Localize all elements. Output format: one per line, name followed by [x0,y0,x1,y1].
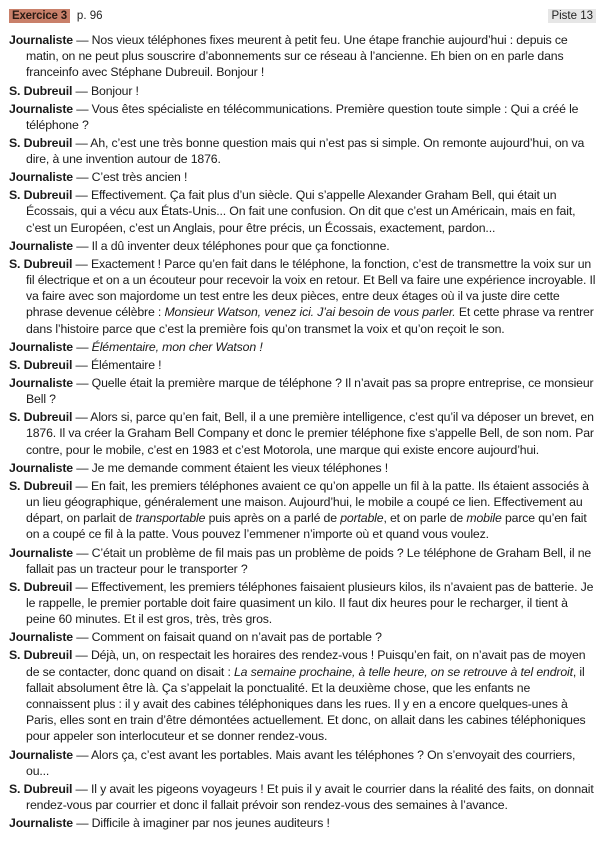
speaker-name: S. Dubreuil [9,648,73,663]
speech-text: Comment on faisait quand on n’avait pas de portable ? [91,630,382,645]
speech-text: Alors ça, c’est avant les portables. Mais avant les téléphones ? On s’envoyait des courriers, ou... [26,747,576,778]
speaker-separator: — [72,648,91,663]
quoted-italic-text: Monsieur Watson, venez ici. J’ai besoin de vous parler. [164,305,456,320]
speaker-name: S. Dubreuil [9,357,73,372]
speaker-name: S. Dubreuil [9,188,73,203]
speech-text: En fait, les premiers téléphones avaient ce qu’on appelle un fil à la patte. Ils étaient associés à un lieu géographique, généralement une maison. Aujourd’hui, le mobile a coupé ce lien. Effectivement au départ, on parlait de [26,478,589,526]
speech-text: Nos vieux téléphones fixes meurent à petit feu. Une étape franchie aujourd’hui : depuis ce matin, on ne peut plus souscrire d’abonnements sur ce réseau à l’ancienne. Eh bien on en parle dans franceinfo avec Stéphane Dubreuil. Bonjour ! [26,33,568,80]
speaker-name: Journaliste [9,545,73,560]
speaker-name: Journaliste [9,238,73,253]
speaker-name: S. Dubreuil [9,135,73,150]
speech-text: Vous êtes spécialiste en télécommunications. Première question toute simple : Qui a créé le téléphone ? [26,101,579,132]
speech-text: Et cette phrase va rentrer dans l’histoire parce que c’est la première fois qu’on transmet la voix et qu’on reçoit le son. [26,305,594,336]
speaker-separator: — [72,579,91,594]
transcript-turn [9,647,596,744]
transcript-turn [9,135,596,167]
speaker-name: Journaliste [9,339,73,354]
speaker-separator: — [72,545,92,560]
quoted-italic-text: La semaine prochaine, à telle heure, on se retrouve à tel endroit [233,664,573,679]
transcript-turn [9,357,596,373]
speaker-name: Journaliste [9,170,73,185]
speaker-name: Journaliste [9,460,73,475]
speaker-separator: — [72,83,91,98]
speech-text: Il a dû inventer deux téléphones pour que ça fonctionne. [91,238,390,253]
speaker-separator: — [72,781,91,796]
speaker-separator: — [72,460,92,475]
speaker-separator: — [72,747,91,762]
speech-text: Il y avait les pigeons voyageurs ! Et puis il y avait le courrier dans la réalité des faits, on donnait rendez-vous par courrier et donc il fallait prévoir son rendez-vous des semaines à l’avance. [26,781,594,813]
transcript-turn [9,629,596,645]
speech-text: , et on parle de [383,511,467,526]
speaker-name: S. Dubreuil [9,579,73,594]
transcript-turn [9,32,596,81]
speaker-name: Journaliste [9,375,73,390]
transcript-turn [9,375,596,407]
transcript-turn [9,815,596,831]
speaker-separator: — [72,478,91,493]
speaker-name: S. Dubreuil [9,83,73,98]
speaker-separator: — [72,816,92,831]
speech-text: Effectivement, les premiers téléphones faisaient plusieurs kilos, ils n’avaient pas de batterie. Je le rappelle, le premier portable doit faire quasiment un kilo. Il faut dix heures pour le recharger, il tient à peine 60 minutes. Et il est gros, très, très gros. [26,579,594,627]
speaker-separator: — [72,238,92,253]
speech-text: Ah, c’est une très bonne question mais qui n’est pas si simple. On remonte aujourd’hui, on va dire, à une invention autour de 1876. [26,135,585,167]
speaker-separator: — [72,630,92,645]
transcript-turn [9,545,596,577]
transcript-turn [9,187,596,236]
speaker-separator: — [72,135,91,150]
speech-text: Exactement ! Parce qu’en fait dans le téléphone, la fonction, c’est de transmettre la voix sur un fil électrique et on a un écouteur pour recevoir la voix en retour. Et Bell va faire une expérience incroyable. Il va faire avec son majordome un test entre les deux pièces, entre deux étages où il va juste dire cette phrase devenue célèbre : [26,256,596,320]
speaker-separator: — [72,188,91,203]
transcript-turn [9,101,596,133]
speaker-name: S. Dubreuil [9,478,73,493]
speech-text: C’était un problème de fil mais pas un problème de poids ? Le téléphone de Graham Bell, il ne fallait pas un tracteur pour le transporter ? [26,545,592,576]
speaker-separator: — [72,357,91,372]
page-reference: p. 96 [76,10,103,22]
transcript-turn [9,339,596,355]
transcript-turn [9,409,596,458]
transcript-turn [9,169,596,185]
transcript-turn [9,460,596,476]
transcript-turn [9,238,596,254]
speaker-separator: — [72,339,92,354]
speech-text: Quelle était la première marque de téléphone ? Il n’avait pas sa propre entreprise, ce monsieur Bell ? [26,375,594,407]
quoted-italic-text: Élémentaire, mon cher Watson ! [91,339,263,354]
speech-text: Difficile à imaginer par nos jeunes auditeurs ! [91,816,330,831]
quoted-italic-text: mobile [466,511,502,526]
transcript [9,32,596,831]
transcript-turn [9,781,596,813]
speaker-separator: — [72,256,91,271]
transcript-turn [9,478,596,543]
speaker-name: S. Dubreuil [9,256,73,271]
speaker-separator: — [72,410,91,425]
speaker-separator: — [72,170,92,185]
speaker-name: Journaliste [9,101,73,116]
speaker-name: S. Dubreuil [9,410,73,425]
exercise-header [9,6,596,26]
speaker-separator: — [72,101,92,116]
transcript-turn [9,579,596,628]
speaker-name: Journaliste [9,33,73,47]
speaker-name: Journaliste [9,747,73,762]
speech-text: Élémentaire ! [90,357,162,372]
speaker-name: S. Dubreuil [9,781,73,796]
speech-text: , il fallait absolument être là. Ça s’appelait la ponctualité. Et la deuxième chose, que les enfants ne connaissent plus : il y avait des cabines téléphoniques dans les rues. Il y en a encore quelques-unes à Paris, elles sont en train d’être démontées actuellement. Et donc, on allait dans les cabines téléphoniques pour appeler son interlocuteur et se donner rendez-vous. [26,664,586,744]
exercise-badge: Exercice 3 [9,9,70,23]
speaker-name: Journaliste [9,816,73,831]
speech-text: Bonjour ! [90,83,139,98]
transcript-turn [9,256,596,337]
speaker-separator: — [72,33,92,47]
speech-text: Effectivement. Ça fait plus d’un siècle. Qui s’appelle Alexander Graham Bell, qui était un Écossais, qui a vécu aux États-Unis... On fait une confusion. On dit que c’est un Américain, mais en fait, c’est un Européen, c’est un Anglais, pour être précis, un Écossais, exactement, pardon... [26,188,576,235]
speech-text: C’est très ancien ! [91,170,188,185]
speech-text: puis après on a parlé de [205,511,341,526]
speech-text: Je me demande comment étaient les vieux téléphones ! [91,460,389,475]
speaker-separator: — [72,375,92,390]
speaker-name: Journaliste [9,630,73,645]
quoted-italic-text: transportable [135,511,206,526]
track-badge: Piste 13 [548,9,596,23]
transcript-turn [9,83,596,99]
transcript-turn [9,747,596,779]
speech-text: parce qu’en fait on a coupé ce fil à la patte. Vous pouvez l’emmener n’importe où et quand vous voulez. [26,511,587,542]
speech-text: Alors si, parce qu’en fait, Bell, il a une première intelligence, c’est qu’il va déposer un brevet, en 1876. Il va créer la Graham Bell Company et donc le premier téléphone fixe s’appelle Bell, de son nom. Par contre, pour le mobile, c’est en 1983 et c’est Motorola, une marque qui existe encore aujourd’hui. [26,410,594,457]
speech-text: Déjà, un, on respectait les horaires des rendez-vous ! Puisqu’en fait, on n’avait pas de moyen de se contacter, donc quand on disait : [26,648,586,679]
quoted-italic-text: portable [340,511,384,526]
